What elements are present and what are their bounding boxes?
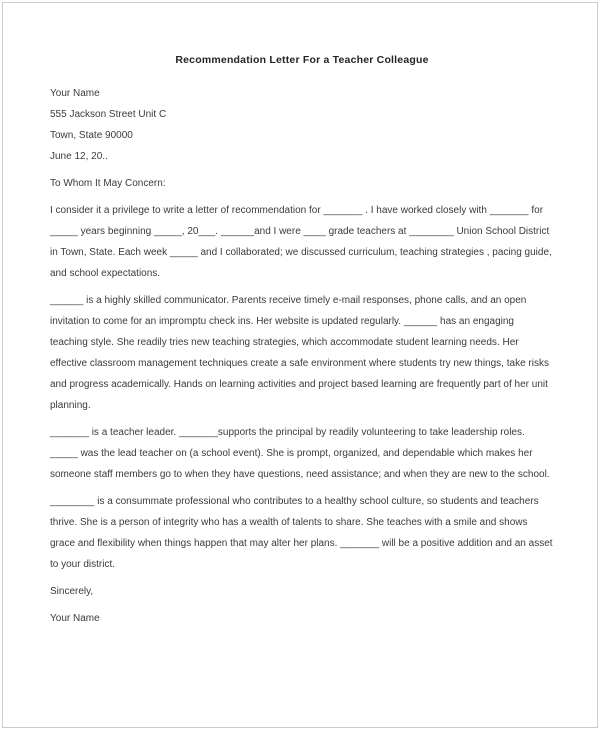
letter-paragraph-professional: ________ is a consummate professional who contributes to a healthy school culture, so students and teachers thrive. She is a person of integrity who has a wealth of talents to share. She teaches with a smile and shows grace and flexibility when things happen that may alter her plans. _______ will be a positive addition and an asset to your district. xyxy=(50,496,553,570)
sender-name: Your Name xyxy=(50,88,100,99)
letter-paragraph-introduction: I consider it a privilege to write a letter of recommendation for _______ . I have worked closely with _______ for _____ years beginning _____, 20___. ______and I were ____ grade teachers at ________ Union School District in Town, State. Each week _____ and I collaborated; we discussed curriculum, teaching strategies , pacing guide, and school expectations. xyxy=(50,205,552,279)
salutation: To Whom It May Concern: xyxy=(50,178,166,189)
letter-date: June 12, 20.. xyxy=(50,151,108,162)
sender-address-line-1: 555 Jackson Street Unit C xyxy=(50,109,167,120)
sender-address-line-2: Town, State 90000 xyxy=(50,130,133,141)
letter-paragraph-communicator: ______ is a highly skilled communicator. Parents receive timely e-mail responses, phone calls, and an open invitation to come for an impromptu check ins. Her website is updated regularly. ______ has an engaging teaching style. She readily tries new teaching strategies, which accommodate student learning needs. Her effective classroom management techniques create a safe environment where students try new things, take risks and progress academically. Hands on learning activities and project based learning are frequently part of her unit planning. xyxy=(50,295,549,411)
signature-name: Your Name xyxy=(50,613,100,624)
letter-paragraph-teacher-leader: _______ is a teacher leader. _______supports the principal by readily volunteering to take leadership roles. _____ was the lead teacher on (a school event). She is prompt, organized, and dependable which makes her someone staff members go to when they have questions, need assistance; and when they are new to the school. xyxy=(50,427,550,480)
sender-block xyxy=(50,83,554,167)
closing: Sincerely, xyxy=(50,586,94,597)
letter-title: Recommendation Letter For a Teacher Colleague xyxy=(175,54,429,66)
